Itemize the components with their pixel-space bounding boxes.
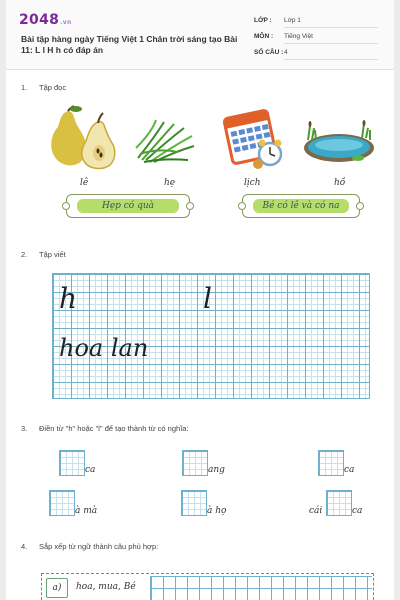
question-text: Sắp xếp từ ngữ thành câu phù hợp:	[39, 542, 159, 551]
reading-sentence: Hẹp có quà	[77, 199, 179, 213]
meta-class-label: LỚP :	[254, 17, 272, 24]
handwriting-phrase: hoa lan	[59, 334, 149, 362]
fill-blank-word: ca	[344, 465, 355, 475]
fill-blank-word: ang	[208, 465, 225, 475]
handwriting-sample: h	[59, 282, 78, 315]
pond-icon	[302, 120, 376, 164]
question-text: Tập đọc	[39, 83, 67, 92]
answer-box[interactable]	[326, 490, 352, 516]
meta-class-value: Lớp 1	[284, 17, 378, 28]
answer-box[interactable]	[182, 450, 208, 476]
reading-sentence: Bé có lê và có na	[253, 199, 349, 213]
fill-blank-word: ca	[352, 506, 363, 516]
handwriting-sample: l	[203, 282, 212, 315]
worksheet-header	[6, 0, 394, 70]
fill-blank-word: à mà	[75, 506, 98, 516]
answer-box[interactable]	[49, 490, 75, 516]
answer-box[interactable]	[181, 490, 207, 516]
question-number: 3.	[21, 424, 28, 433]
meta-subject-label: MÔN :	[254, 33, 274, 40]
worksheet-page	[6, 0, 394, 600]
reading-word: lê	[80, 178, 89, 188]
arrange-answer-grid[interactable]	[150, 576, 372, 600]
fill-blank-word: cái	[309, 506, 323, 516]
arrange-words: hoa, mua, Bé	[76, 582, 136, 592]
document-title: Bài tập hàng ngày Tiếng Việt 1 Chân trời sáng tạo Bài 11: L l H h có đáp án	[21, 34, 238, 55]
question-2	[21, 250, 66, 259]
reading-word: hồ	[334, 178, 346, 188]
fill-blank-word: à họ	[207, 506, 227, 516]
question-3	[21, 424, 189, 433]
reading-word: lịch	[244, 178, 261, 188]
reading-word: hẹ	[164, 178, 176, 188]
site-logo[interactable]: 2048.vn	[19, 12, 72, 28]
question-4	[21, 542, 158, 551]
question-text: Tập viết	[39, 250, 66, 259]
arrange-row	[41, 573, 374, 600]
answer-box[interactable]	[59, 450, 85, 476]
pear-icon	[46, 105, 118, 171]
calendar-clock-icon	[222, 108, 288, 172]
answer-box[interactable]	[318, 450, 344, 476]
fill-blank-word: ca	[85, 465, 96, 475]
chives-icon	[134, 118, 196, 164]
meta-subject-value: Tiếng Việt	[284, 33, 378, 44]
reading-sentence-banner	[66, 194, 190, 218]
meta-count-label: SỐ CÂU :	[254, 49, 284, 56]
question-number: 4.	[21, 542, 28, 551]
meta-count-value: 4	[284, 49, 378, 60]
handwriting-grid	[52, 273, 370, 399]
question-number: 2.	[21, 250, 28, 259]
reading-sentence-banner	[242, 194, 360, 218]
arrange-label: a)	[46, 578, 68, 598]
question-number: 1.	[21, 83, 28, 92]
question-1	[21, 83, 66, 92]
question-text: Điền từ "h" hoặc "l" để tạo thành từ có nghĩa:	[39, 424, 189, 433]
